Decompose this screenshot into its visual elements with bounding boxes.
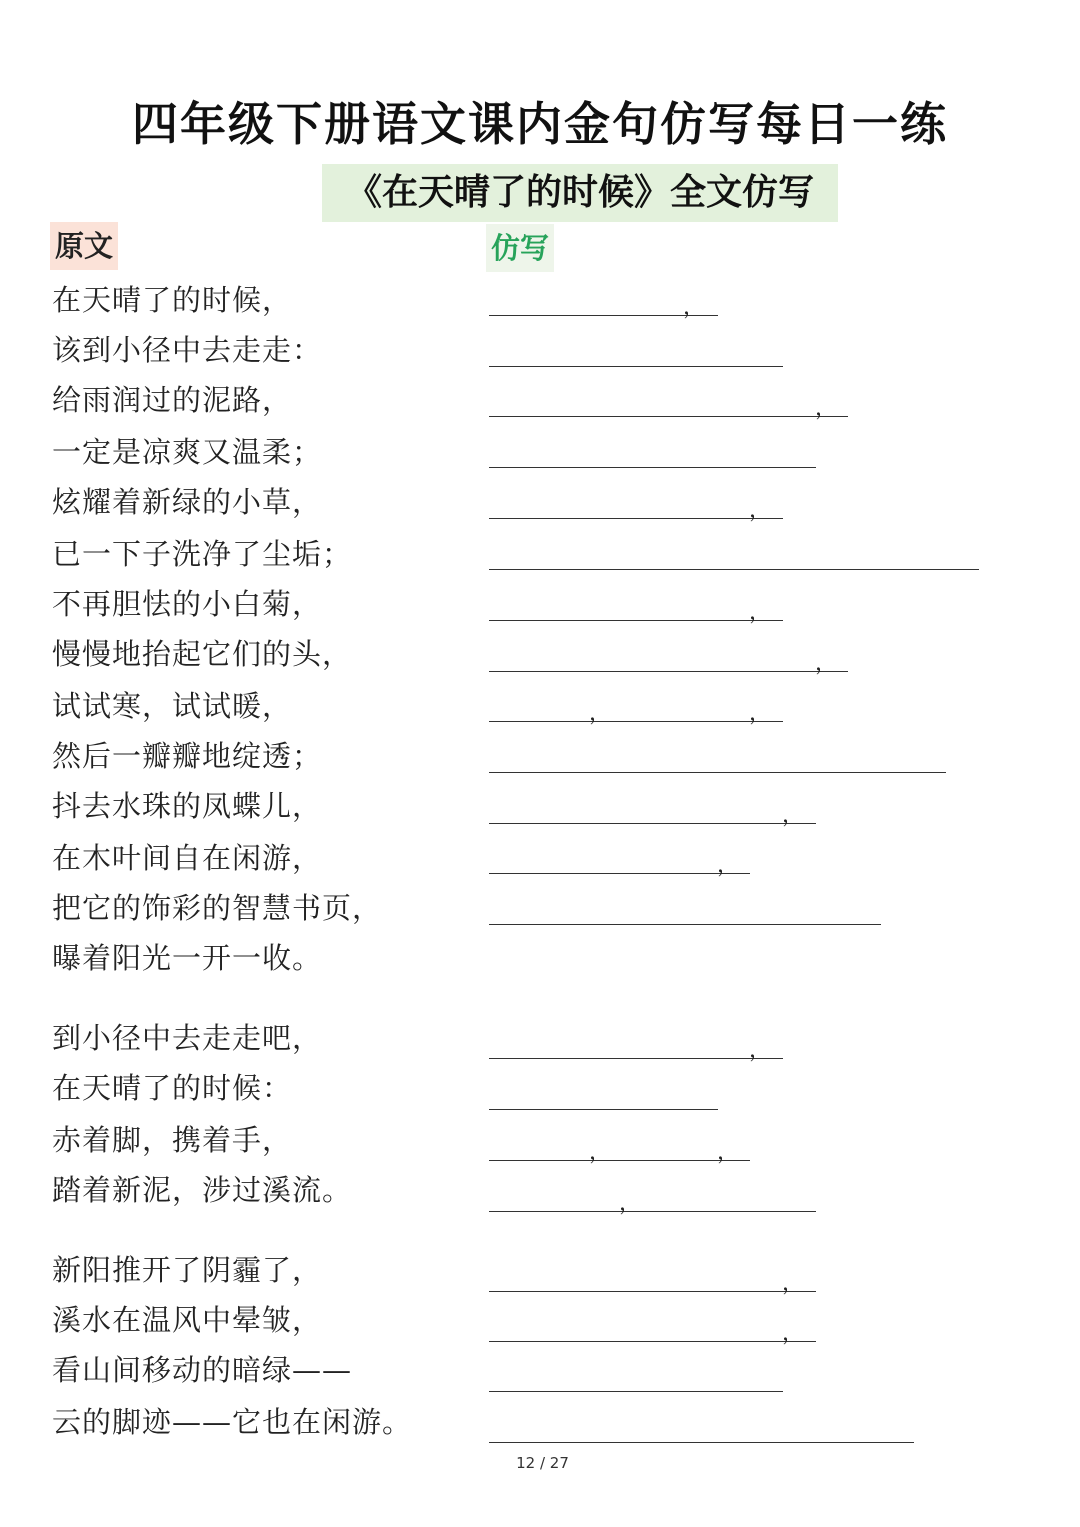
original-line: 不再胆怯的小白菊， <box>52 587 323 621</box>
fill-in-blank-line[interactable] <box>489 1109 718 1110</box>
blank-comma: ， <box>683 295 706 320</box>
original-line: 慢慢地抬起它们的头， <box>52 637 353 671</box>
original-line: 在天晴了的时候： <box>52 1071 293 1105</box>
blank-comma: ， <box>815 651 838 676</box>
original-line: 已一下子洗净了尘垢； <box>52 537 353 571</box>
original-line: 踏着新泥，涉过溪流。 <box>52 1173 353 1207</box>
original-line: 在木叶间自在闲游， <box>52 841 323 875</box>
fill-in-blank-line[interactable] <box>489 873 750 874</box>
blank-comma: ， <box>589 1140 612 1165</box>
fill-in-blank-line[interactable] <box>489 1291 816 1292</box>
fill-in-blank-line[interactable] <box>489 671 848 672</box>
blank-comma: ， <box>749 600 772 625</box>
original-line: 曝着阳光一开一收。 <box>52 941 323 975</box>
fill-in-blank-line[interactable] <box>489 620 783 621</box>
imitate-label: 仿写 <box>486 224 554 272</box>
original-line: 一定是凉爽又温柔； <box>52 435 323 469</box>
fill-in-blank-line[interactable] <box>489 823 816 824</box>
original-line: 溪水在温风中晕皱， <box>52 1303 323 1337</box>
original-line: 试试寒，试试暖， <box>52 689 293 723</box>
fill-in-blank-line[interactable] <box>489 924 881 925</box>
blank-comma: ， <box>749 1038 772 1063</box>
blank-comma: ， <box>782 803 805 828</box>
subtitle-highlight <box>322 164 838 222</box>
original-line: 把它的饰彩的智慧书页， <box>52 891 383 925</box>
original-label: 原文 <box>50 222 118 270</box>
blank-comma: ， <box>717 853 740 878</box>
original-line: 给雨润过的泥路， <box>52 383 293 417</box>
page-title: 四年级下册语文课内金句仿写每日一练 <box>132 97 948 151</box>
original-line: 看山间移动的暗绿—— <box>52 1353 353 1387</box>
original-line: 到小径中去走走吧， <box>52 1021 323 1055</box>
subtitle: 《在天晴了的时候》全文仿写 <box>345 172 814 213</box>
blank-comma: ， <box>589 701 612 726</box>
blank-comma: ， <box>749 498 772 523</box>
original-line: 抖去水珠的凤蝶儿， <box>52 789 323 823</box>
original-line: 然后一瓣瓣地绽透； <box>52 739 323 773</box>
blank-comma: ， <box>619 1191 642 1216</box>
fill-in-blank-line[interactable] <box>489 416 848 417</box>
fill-in-blank-line[interactable] <box>489 1391 783 1392</box>
fill-in-blank-line[interactable] <box>489 1058 783 1059</box>
original-line: 赤着脚，携着手， <box>52 1123 293 1157</box>
fill-in-blank-line[interactable] <box>489 518 783 519</box>
original-line: 新阳推开了阴霾了， <box>52 1253 323 1287</box>
original-line: 该到小径中去走走： <box>52 333 323 367</box>
fill-in-blank-line[interactable] <box>489 1442 914 1443</box>
blank-comma: ， <box>717 1140 740 1165</box>
fill-in-blank-line[interactable] <box>489 467 816 468</box>
fill-in-blank-line[interactable] <box>489 1211 816 1212</box>
original-line: 炫耀着新绿的小草， <box>52 485 323 519</box>
original-line: 云的脚迹——它也在闲游。 <box>52 1405 413 1439</box>
blank-comma: ， <box>749 701 772 726</box>
blank-comma: ， <box>815 396 838 421</box>
blank-comma: ， <box>782 1321 805 1346</box>
fill-in-blank-line[interactable] <box>489 1160 750 1161</box>
fill-in-blank-line[interactable] <box>489 721 783 722</box>
fill-in-blank-line[interactable] <box>489 1341 816 1342</box>
page-number: 12 / 27 <box>516 1454 569 1472</box>
blank-comma: ， <box>782 1271 805 1296</box>
fill-in-blank-line[interactable] <box>489 366 783 367</box>
fill-in-blank-line[interactable] <box>489 772 946 773</box>
original-line: 在天晴了的时候， <box>52 283 293 317</box>
fill-in-blank-line[interactable] <box>489 569 979 570</box>
